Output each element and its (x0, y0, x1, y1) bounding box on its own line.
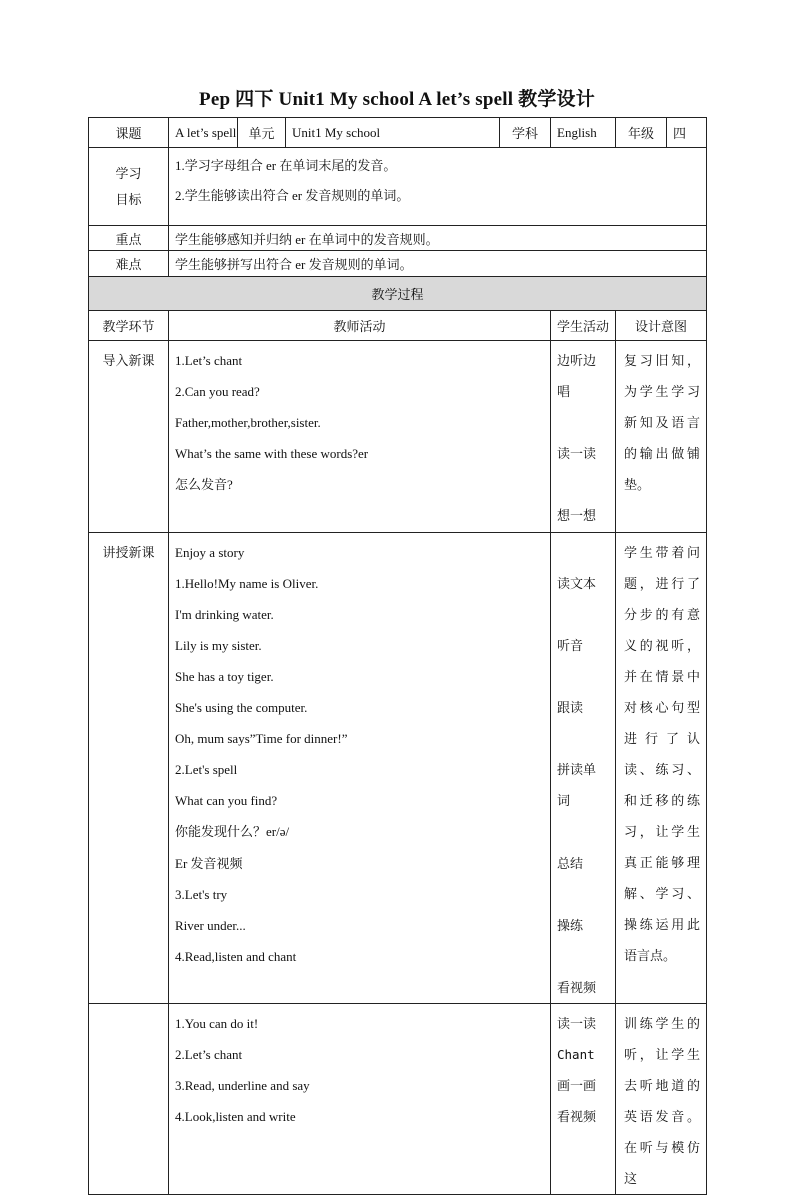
student-line: 跟读 (557, 700, 584, 716)
student-line (557, 816, 607, 847)
teacher-line: 2.Let's spell (175, 762, 238, 778)
student-line: 操练 (557, 917, 584, 933)
teacher-line: Enjoy a story (175, 544, 245, 560)
student-line (557, 661, 607, 692)
student-line (557, 537, 607, 568)
teacher-line: She has a toy tiger. (175, 668, 274, 684)
student-line: 读文本 (557, 575, 597, 591)
teacher-activities (169, 532, 551, 1003)
grade-label: 年级 (616, 118, 667, 148)
student-line (557, 941, 607, 972)
teacher-line: Er 发音视频 (175, 855, 243, 871)
goal-item: 2.学生能够读出符合 er 发音规则的单词。 (175, 188, 410, 203)
student-activities (551, 532, 616, 1003)
info-row (89, 118, 707, 148)
student-line: Chant (557, 1047, 595, 1063)
student-activities (551, 1003, 616, 1194)
lesson-plan-table (88, 117, 707, 1195)
student-line (557, 723, 607, 754)
teacher-line: River under... (175, 917, 246, 933)
goals-label (89, 148, 169, 226)
student-line: 想一想 (557, 508, 597, 524)
student-line (557, 599, 607, 630)
teacher-activities (169, 1003, 551, 1194)
document-title: Pep 四下 Unit1 My school A let’s spell 教学设计 (199, 89, 595, 110)
section-row (89, 341, 707, 533)
teacher-line: 4.Read,listen and chant (175, 948, 297, 964)
col-header-student: 学生活动 (551, 311, 616, 341)
teacher-line: She's using the computer. (175, 700, 308, 716)
section-row (89, 1003, 707, 1194)
unit-value: Unit1 My school (286, 118, 500, 148)
teacher-line: 1.You can do it! (175, 1015, 259, 1031)
topic-label: 课题 (89, 118, 169, 148)
col-header-stage: 教学环节 (89, 311, 169, 341)
goals-label-line1: 学习 (115, 165, 142, 181)
column-header-row (89, 311, 707, 341)
design-purpose: 训练学生的听，让学生去听地道的英语发音。在听与模仿这 (616, 1003, 707, 1194)
col-header-purpose: 设计意图 (616, 311, 707, 341)
stage-cell: 导入新课 (89, 341, 169, 533)
teacher-line: 2.Can you read? (175, 384, 260, 400)
teacher-line: 3.Read, underline and say (175, 1078, 310, 1094)
col-header-teacher: 教师活动 (169, 311, 551, 341)
teacher-line: 3.Let's try (175, 886, 228, 902)
teacher-line: What can you find? (175, 793, 278, 809)
student-line: 看视频 (557, 1109, 597, 1125)
student-line: 总结 (557, 855, 584, 871)
stage-cell (89, 1003, 169, 1194)
goal-item: 1.学习字母组合 er 在单词末尾的发音。 (175, 158, 397, 173)
stage-cell: 讲授新课 (89, 532, 169, 1003)
teacher-line: 4.Look,listen and write (175, 1109, 296, 1125)
section-row (89, 532, 707, 1003)
student-activities (551, 341, 616, 533)
design-purpose: 复习旧知，为学生学习新知及语言的输出做铺垫。 (616, 341, 707, 533)
design-purpose: 学生带着问题，进行了分步的有意义的视听，并在情景中对核心句型进行了认读、练习、和迁移的练习，让学生真正能够理解、学习、操练运用此语言点。 (616, 532, 707, 1003)
teacher-line: What’s the same with these words?er (175, 446, 369, 462)
teacher-line: 怎么发音? (175, 477, 233, 493)
difficulty-label: 难点 (89, 251, 169, 277)
teacher-line: 1.Let’s chant (175, 353, 243, 368)
teacher-line: Father,mother,brother,sister. (175, 415, 321, 431)
teacher-line: Lily is my sister. (175, 637, 262, 653)
student-line: 拼读单词 (557, 762, 597, 809)
difficulty-row (89, 251, 707, 277)
teacher-line: I'm drinking water. (175, 606, 274, 622)
student-line: 边听边唱 (557, 353, 597, 400)
topic-value: A let’s spell (169, 118, 238, 148)
student-line: 读一读 (557, 446, 597, 462)
goals-row (89, 148, 707, 226)
subject-label: 学科 (500, 118, 551, 148)
teacher-line: 你能发现什么？er/ə/ (175, 824, 290, 840)
subject-value: English (551, 118, 616, 148)
difficulty-text: 学生能够拼写出符合 er 发音规则的单词。 (169, 251, 707, 277)
teacher-line: 2.Let’s chant (175, 1047, 243, 1063)
student-line: 听音 (557, 637, 584, 653)
key-point-row (89, 226, 707, 251)
key-point-label: 重点 (89, 226, 169, 251)
teacher-activities (169, 341, 551, 533)
teacher-line: Oh, mum says”Time for dinner!” (175, 731, 348, 747)
key-point-text: 学生能够感知并归纳 er 在单词中的发音规则。 (169, 226, 707, 251)
student-line (557, 407, 607, 438)
student-line (557, 469, 607, 500)
student-line: 看视频 (557, 979, 597, 995)
student-line: 读一读 (557, 1015, 597, 1031)
goals-label-line2: 目标 (115, 191, 142, 207)
goals-content (169, 148, 707, 226)
unit-label: 单元 (238, 118, 286, 148)
process-header: 教学过程 (89, 277, 707, 311)
student-line: 画一画 (557, 1078, 597, 1094)
process-header-row (89, 277, 707, 311)
grade-value: 四 (667, 118, 707, 148)
teacher-line: 1.Hello!My name is Oliver. (175, 575, 319, 591)
student-line (557, 879, 607, 910)
